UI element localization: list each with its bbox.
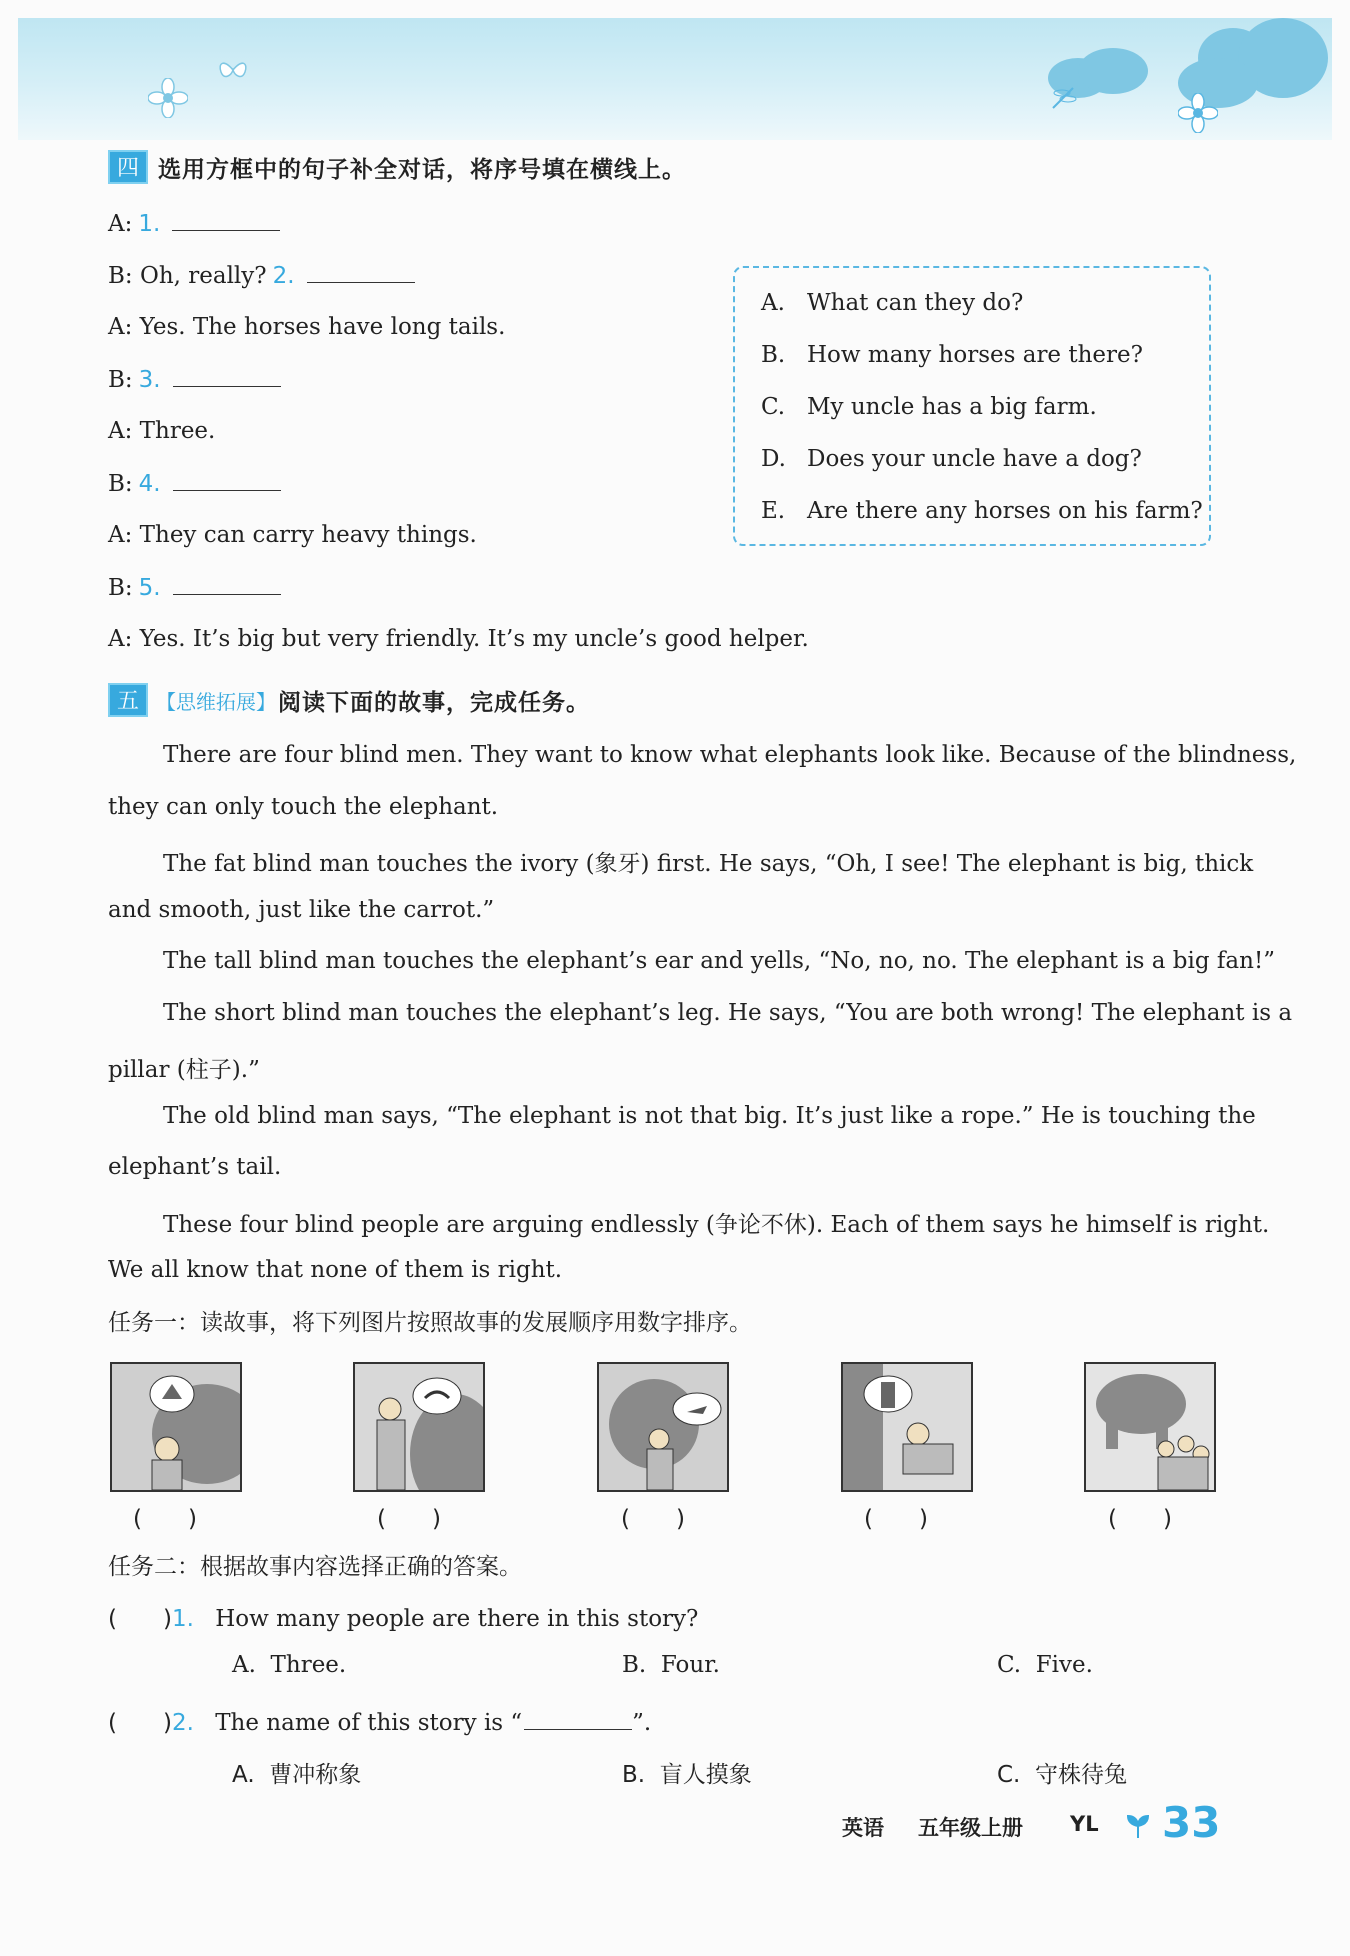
story-picture-1 (110, 1362, 242, 1492)
option-text: What can they do? (807, 290, 1024, 316)
option-d (761, 446, 1142, 472)
option-letter: A. (761, 290, 785, 316)
leaf-icon (1124, 1812, 1152, 1840)
story-line: pillar (柱子).” (108, 1057, 260, 1083)
choice-text: Five. (1035, 1652, 1093, 1678)
section-number: 五 (108, 683, 148, 717)
order-answer-5[interactable]: ( ) (1108, 1506, 1172, 1532)
blank-number: 5. (138, 575, 161, 601)
question-text: How many people are there in this story? (215, 1606, 699, 1632)
option-e (761, 498, 1203, 524)
question-number: 1. (171, 1606, 194, 1632)
answer-blank[interactable] (173, 366, 281, 387)
question-text-end: ”. (632, 1710, 652, 1736)
answer-blank[interactable] (173, 574, 281, 595)
options-box (733, 266, 1211, 546)
order-answer-1[interactable]: ( ) (133, 1506, 197, 1532)
blank-number: 2. (272, 263, 295, 289)
question-number: 2. (171, 1710, 194, 1736)
dialogue-text: Oh, really? (139, 263, 267, 289)
order-answer-3[interactable]: ( ) (621, 1506, 685, 1532)
answer-blank[interactable] (524, 1709, 632, 1730)
dialogue-line (108, 418, 215, 444)
order-answer-4[interactable]: ( ) (864, 1506, 928, 1532)
option-text: Does your uncle have a dog? (807, 446, 1142, 472)
option-text: How many horses are there? (807, 342, 1143, 368)
dialogue-text: Yes. It’s big but very friendly. It’s my uncle’s good helper. (139, 626, 809, 652)
speaker: A: (108, 522, 133, 548)
story-line: and smooth, just like the carrot.” (108, 896, 495, 923)
option-a (761, 290, 1023, 316)
choice-text: 守株待兔 (1035, 1762, 1127, 1788)
question-2 (108, 1704, 651, 1737)
option-c (761, 394, 1097, 420)
story-line: We all know that none of them is right. (108, 1257, 563, 1283)
choice-letter: A. (232, 1652, 256, 1678)
section-tag: 【思维拓展】 (156, 689, 276, 714)
choice-letter: B. (622, 1762, 646, 1788)
dialogue-text: Yes. The horses have long tails. (139, 314, 506, 340)
dialogue-text: They can carry heavy things. (139, 522, 477, 548)
choice-text: 曹冲称象 (269, 1762, 362, 1788)
section-5-heading (108, 683, 590, 717)
option-b (761, 342, 1143, 368)
blank-number: 3. (138, 367, 161, 393)
option-letter: C. (761, 394, 786, 420)
story-line: they can only touch the elephant. (108, 793, 499, 820)
story-line: The short blind man touches the elephant’s leg. He says, “You are both wrong! The elephant is a (163, 999, 1293, 1026)
question-1 (108, 1600, 698, 1633)
speaker: B: (108, 471, 133, 497)
task-1-instruction: 任务一：读故事，将下列图片按照故事的发展顺序用数字排序。 (108, 1310, 752, 1336)
choice-letter: B. (622, 1652, 647, 1678)
choice-letter: C. (997, 1652, 1022, 1678)
section-title: 选用方框中的句子补全对话，将序号填在横线上。 (158, 156, 686, 183)
choice-1a[interactable] (232, 1652, 346, 1678)
story-picture-2 (353, 1362, 485, 1492)
footer-subject: 英语 (842, 1816, 884, 1840)
speaker: A: (108, 211, 133, 237)
footer-grade: 五年级上册 (918, 1816, 1023, 1840)
option-letter: B. (761, 342, 786, 368)
option-text: My uncle has a big farm. (807, 394, 1097, 420)
dragonfly-icon (1048, 83, 1078, 113)
task-2-instruction: 任务二：根据故事内容选择正确的答案。 (108, 1554, 522, 1580)
dialogue-line (108, 314, 505, 340)
choice-text: 盲人摸象 (659, 1762, 752, 1788)
choice-2b[interactable] (622, 1756, 752, 1789)
choice-text: Four. (660, 1652, 720, 1678)
speaker: B: (108, 367, 133, 393)
speaker: B: (108, 263, 133, 289)
speaker: A: (108, 626, 133, 652)
dialogue-line (108, 366, 281, 393)
speaker: A: (108, 418, 133, 444)
blank-number: 4. (138, 471, 161, 497)
speaker: B: (108, 575, 133, 601)
answer-blank[interactable] (172, 210, 280, 231)
choice-text: Three. (270, 1652, 347, 1678)
flower-icon (148, 78, 188, 118)
story-line: The fat blind man touches the ivory (象牙) first. He says, “Oh, I see! The elephant is big, thick (163, 851, 1254, 877)
story-picture-5 (1084, 1362, 1216, 1492)
answer-paren[interactable]: ( ) (108, 1606, 172, 1632)
dialogue-line (108, 210, 280, 237)
story-line: There are four blind men. They want to know what elephants look like. Because of the blindness, (163, 742, 1297, 768)
butterfly-icon (218, 58, 248, 82)
choice-letter: C. (997, 1762, 1021, 1788)
section-4-heading (108, 150, 686, 184)
header-banner (18, 18, 1332, 140)
story-picture-4 (841, 1362, 973, 1492)
dialogue-line (108, 522, 477, 548)
order-answer-2[interactable]: ( ) (377, 1506, 441, 1532)
choice-letter: A. (232, 1762, 255, 1788)
speaker: A: (108, 314, 133, 340)
page-number: 33 (1162, 1798, 1221, 1847)
answer-blank[interactable] (173, 470, 281, 491)
option-letter: E. (761, 498, 786, 524)
footer-edition: YL (1070, 1812, 1099, 1836)
choice-1c[interactable] (997, 1652, 1093, 1678)
choice-1b[interactable] (622, 1652, 720, 1678)
option-letter: D. (761, 446, 786, 472)
story-line: These four blind people are arguing endlessly (争论不休). Each of them says he himself is right. (163, 1211, 1270, 1238)
flower-icon (1178, 93, 1218, 133)
story-picture-3 (597, 1362, 729, 1492)
question-text: The name of this story is “ (215, 1710, 523, 1736)
blank-number: 1. (138, 211, 161, 237)
answer-blank[interactable] (307, 262, 415, 283)
section-title: 阅读下面的故事，完成任务。 (278, 689, 590, 716)
story-line: elephant’s tail. (108, 1154, 282, 1180)
dialogue-line (108, 262, 415, 289)
dialogue-line (108, 574, 281, 601)
story-line: The tall blind man touches the elephant’s ear and yells, “No, no, no. The elephant is a big fan!” (163, 948, 1275, 974)
option-text: Are there any horses on his farm? (807, 498, 1203, 524)
story-line: The old blind man says, “The elephant is not that big. It’s just like a rope.” He is touching the (163, 1102, 1256, 1129)
choice-2c[interactable] (997, 1756, 1127, 1789)
answer-paren[interactable]: ( ) (108, 1710, 172, 1736)
choice-2a[interactable] (232, 1756, 361, 1789)
dialogue-line (108, 470, 281, 497)
dialogue-text: Three. (139, 418, 216, 444)
section-number: 四 (108, 150, 148, 184)
dialogue-line (108, 626, 809, 652)
